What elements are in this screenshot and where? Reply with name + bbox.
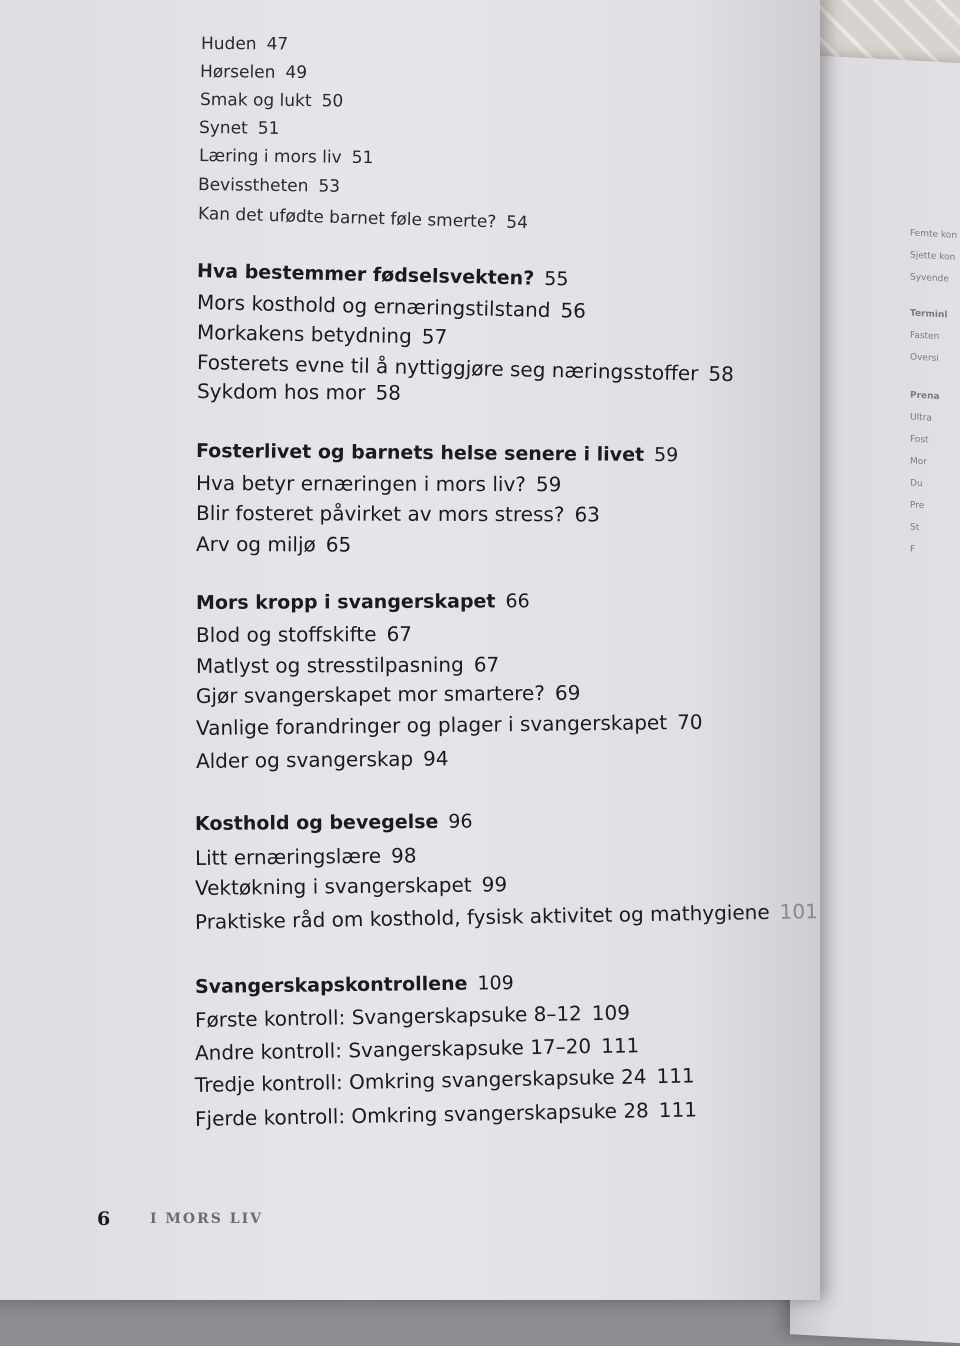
toc-heading-page: 109 (477, 972, 514, 995)
toc-section-heading[interactable] (195, 811, 473, 835)
toc-entry-page: 51 (351, 147, 374, 169)
toc-entry[interactable] (201, 34, 288, 54)
toc-entry-page: 58 (708, 361, 735, 387)
toc-entry-title: Alder og svangerskap (195, 746, 414, 773)
facing-page-text: Prena (910, 390, 940, 403)
toc-entry[interactable] (199, 146, 374, 168)
toc-heading-page: 55 (543, 267, 569, 291)
toc-entry[interactable] (200, 90, 343, 111)
toc-entry-title: Hva betyr ernæringen i mors liv? (195, 471, 526, 497)
page-number: 6 (97, 1208, 111, 1230)
toc-entry-title: Litt ernæringslære (194, 843, 382, 870)
toc-entry-page: 47 (266, 34, 289, 55)
toc-heading-title: Svangerskapskontrollene (194, 972, 468, 998)
toc-entry[interactable] (195, 872, 507, 900)
toc-heading-page: 59 (653, 443, 679, 467)
toc-heading-page: 66 (505, 590, 530, 613)
toc-section-heading[interactable] (196, 590, 530, 614)
toc-section-heading[interactable] (197, 260, 569, 290)
toc-entry[interactable] (196, 652, 499, 678)
toc-entry[interactable] (200, 62, 307, 83)
toc-entry[interactable] (197, 379, 401, 405)
toc-entry[interactable] (196, 622, 412, 647)
toc-entry-title: Vektøkning i svangerskapet (194, 872, 472, 900)
toc-entry-title: Læring i mors liv (198, 146, 342, 168)
toc-entry[interactable] (197, 320, 448, 349)
toc-entry-page: 69 (554, 680, 581, 705)
toc-entry-page: 67 (473, 652, 500, 677)
toc-entry-page: 59 (535, 472, 562, 497)
toc-entry-page: 99 (481, 872, 508, 897)
facing-page-text: Ultra (910, 412, 932, 424)
toc-entry-title: Andre kontroll: Svangerskapsuke 17–20 (194, 1034, 592, 1065)
toc-entry-title: Gjør svangerskapet mor smartere? (195, 680, 546, 708)
toc-entry-title: Hørselen (199, 62, 276, 83)
toc-entry[interactable] (199, 118, 280, 139)
facing-page-text: Terminl (910, 308, 948, 321)
toc-entry[interactable] (196, 501, 600, 526)
toc-section-heading[interactable] (196, 440, 678, 466)
toc-entry-page: 94 (422, 746, 449, 771)
toc-entry-page: 51 (257, 118, 280, 139)
facing-page-text: Mor (910, 456, 927, 468)
toc-entry-page: 111 (658, 1097, 698, 1123)
toc-heading-title: Fosterlivet og barnets helse senere i livet (195, 440, 645, 466)
toc-entry[interactable] (196, 710, 703, 740)
toc-heading-title: Hva bestemmer fødselsvekten? (196, 260, 535, 290)
facing-page-text: F (910, 544, 916, 555)
toc-entry-page: 54 (506, 212, 529, 234)
toc-entry-page: 67 (386, 621, 413, 647)
toc-entry[interactable] (196, 471, 561, 496)
toc-entry-title: Morkakens betydning (196, 320, 413, 349)
toc-entry-title: Sykdom hos mor (196, 379, 366, 405)
toc-heading-title: Kosthold og bevegelse (194, 810, 439, 835)
facing-page-text: Oversi (910, 352, 939, 365)
toc-entry-title: Blod og stoffskifte (195, 622, 377, 647)
toc-entry[interactable] (197, 290, 586, 323)
facing-page-text: Fasten (910, 330, 940, 343)
toc-entry-title: Huden (200, 34, 257, 55)
facing-page-text: Femte kon (910, 228, 958, 241)
toc-entry-page: 101 (779, 899, 819, 924)
toc-entry[interactable] (195, 1033, 640, 1065)
toc-entry-title: Mors kosthold og ernæringstilstand (196, 290, 551, 323)
toc-entry-title: Vanlige forandringer og plager i svangerskapet (195, 710, 668, 740)
toc-entry-title: Kan det ufødte barnet føle smerte? (197, 204, 497, 233)
toc-entry-title: Første kontroll: Svangerskapsuke 8–12 (194, 1001, 582, 1032)
toc-entry-title: Praktiske råd om kosthold, fysisk aktivitet og mathygiene (194, 899, 770, 934)
toc-entry[interactable] (196, 681, 581, 708)
toc-entry-page: 109 (591, 1000, 631, 1026)
toc-entry-title: Fjerde kontroll: Omkring svangerskapsuke 28 (194, 1098, 650, 1131)
toc-entry-page: 50 (321, 91, 344, 112)
toc-heading-page: 96 (448, 810, 473, 833)
toc-entry-title: Arv og miljø (195, 532, 316, 557)
toc-entry-page: 65 (325, 532, 352, 557)
toc-entry-title: Fosterets evne til å nyttiggjøre seg næringsstoffer (196, 350, 699, 386)
toc-entry[interactable] (196, 532, 351, 557)
toc-entry-page: 57 (421, 324, 448, 349)
toc-entry-page: 49 (285, 62, 308, 83)
toc-entry[interactable] (195, 1063, 695, 1097)
toc-entry-page: 56 (560, 298, 587, 323)
toc-section-heading[interactable] (195, 972, 514, 998)
running-footer-title: I MORS LIV (150, 1211, 263, 1227)
toc-entry-title: Tredje kontroll: Omkring svangerskapsuke 24 (194, 1064, 647, 1097)
toc-entry-page: 98 (390, 843, 417, 868)
toc-entry-title: Blir fosteret påvirket av mors stress? (195, 501, 565, 527)
toc-entry-page: 63 (574, 502, 600, 527)
toc-entry[interactable] (198, 204, 529, 233)
toc-entry-page: 111 (600, 1033, 640, 1058)
toc-entry[interactable] (195, 1097, 697, 1131)
toc-entry[interactable] (195, 843, 417, 870)
facing-page-text: Du (910, 478, 923, 490)
toc-entry-title: Synet (198, 118, 248, 139)
facing-page-text: Syvende (910, 272, 949, 285)
toc-entry-page: 53 (318, 176, 341, 197)
toc-entry[interactable] (195, 899, 818, 934)
facing-page-text: Sjette kon (910, 250, 956, 263)
toc-entry-page: 58 (375, 380, 402, 405)
toc-entry-page: 111 (656, 1063, 695, 1089)
facing-page-text: Fost (910, 434, 929, 446)
toc-entry-title: Smak og lukt (199, 90, 312, 112)
facing-page-text: St (910, 522, 920, 534)
toc-entry-title: Matlyst og stresstilpasning (195, 652, 464, 678)
toc-entry[interactable] (195, 1000, 630, 1032)
toc-entry[interactable] (196, 746, 449, 773)
toc-entry[interactable] (198, 175, 340, 197)
toc-entry-page: 70 (676, 709, 703, 735)
facing-page-text: Pre (910, 500, 925, 512)
toc-heading-title: Mors kropp i svangerskapet (195, 590, 496, 614)
toc-entry-title: Bevisstheten (197, 175, 309, 197)
